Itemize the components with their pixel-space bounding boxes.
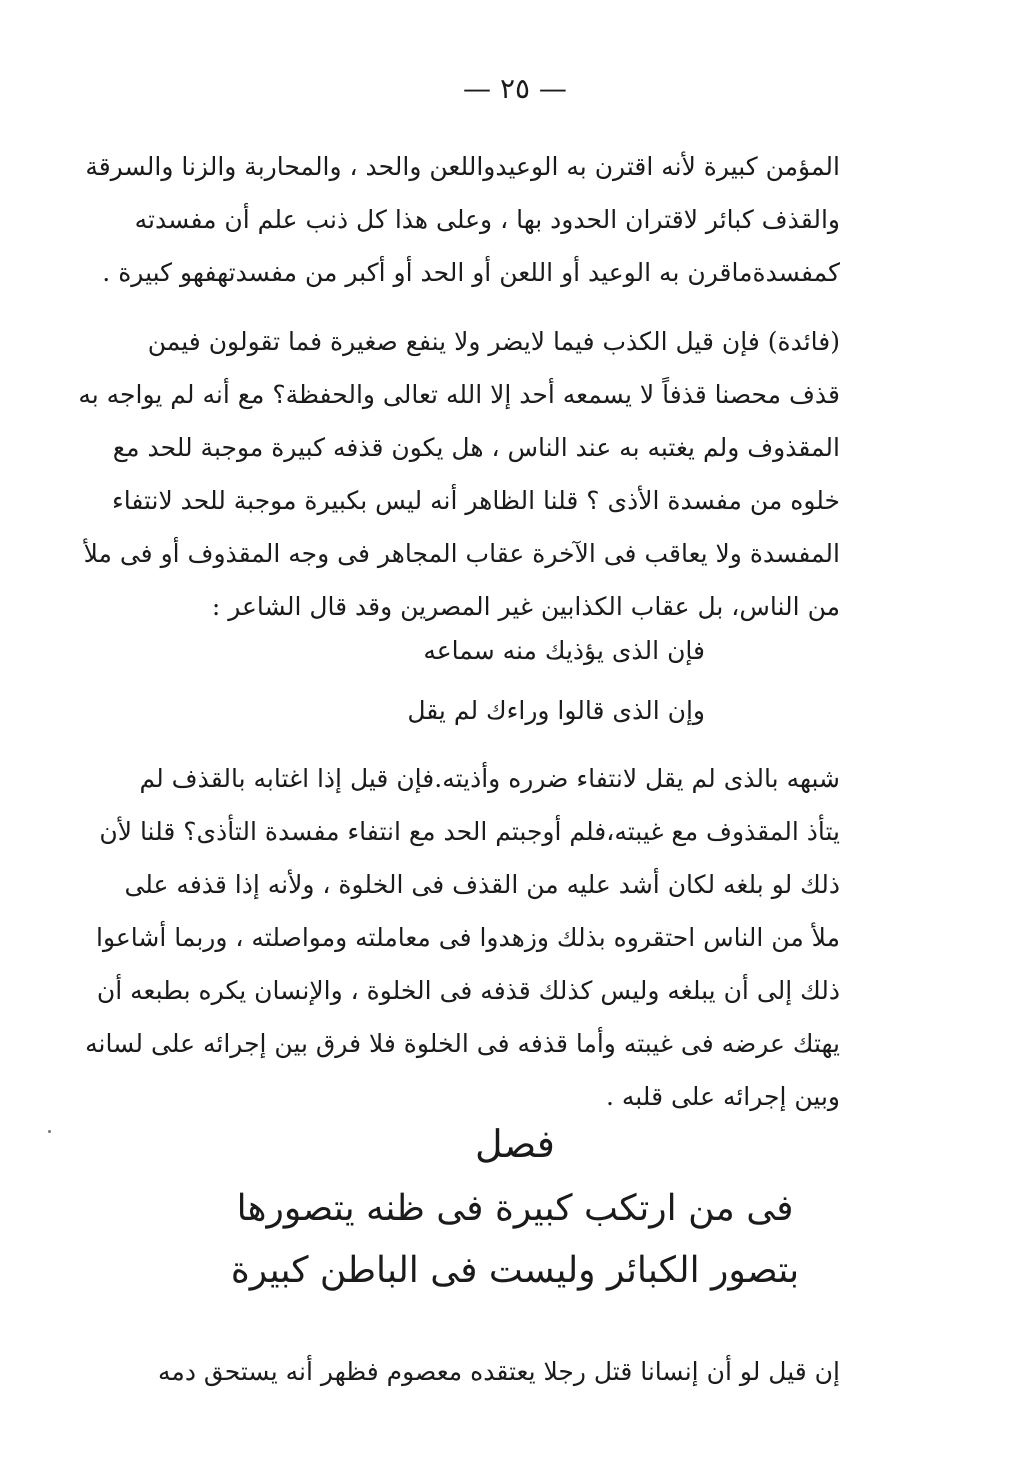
text-line: (فائدة) فإن قيل الكذب فيما لايضر ولا ينفع صغيرة فما تقولون فيمن (147, 327, 840, 356)
print-speck (48, 1130, 51, 1133)
text-line: إن قيل لو أن إنسانا قتل رجلا يعتقده معصوم فظهر أنه يستحق دمه (158, 1357, 840, 1386)
paragraph-1 (85, 140, 840, 299)
text-line: المقذوف ولم يغتبه به عند الناس ، هل يكون قذفه كبيرة موجبة للحد مع (112, 433, 840, 462)
text-line: يتأذ المقذوف مع غيبته،فلم أوجبتم الحد مع انتفاء مفسدة التأذى؟ قلنا لأن (99, 817, 840, 846)
paragraph-3 (85, 752, 840, 1123)
text-line: ذلك لو بلغه لكان أشد عليه من القذف فى الخلوة ، ولأنه إذا قذفه على (124, 870, 840, 899)
paragraph-2 (78, 315, 840, 633)
text-line: وبين إجرائه على قلبه . (605, 1082, 840, 1111)
verse-line-1: فإن الذى يؤذيك منه سماعه (423, 636, 705, 665)
verse-line-2: وإن الذى قالوا وراءك لم يقل (407, 696, 705, 725)
text-line: المؤمن كبيرة لأنه اقترن به الوعيدواللعن والحد ، والمحاربة والزنا والسرقة (85, 152, 840, 181)
text-line: من الناس، بل عقاب الكذابين غير المصرين وقد قال الشاعر : (211, 592, 840, 621)
section-heading: فصل (475, 1122, 555, 1166)
text-line: شبهه بالذى لم يقل لانتفاء ضرره وأذيته.فإن قيل إذا اغتابه بالقذف لم (139, 764, 840, 793)
text-line: كمفسدةماقرن به الوعيد أو اللعن أو الحد أو أكبر من مفسدتهفهو كبيرة . (102, 258, 840, 287)
text-line: المفسدة ولا يعاقب فى الآخرة عقاب المجاهر فى وجه المقذوف أو فى ملأ (83, 539, 840, 568)
paragraph-4 (112, 1345, 840, 1398)
text-line: خلوه من مفسدة الأذى ؟ قلنا الظاهر أنه ليس بكبيرة موجبة للحد لانتفاء (111, 486, 840, 515)
text-line: ذلك إلى أن يبلغه وليس كذلك قذفه فى الخلوة ، والإنسان يكره بطبعه أن (96, 976, 840, 1005)
text-line: والقذف كبائر لاقتران الحدود بها ، وعلى هذا كل ذنب علم أن مفسدته (134, 205, 840, 234)
text-line: يهتك عرضه فى غيبته وأما قذفه فى الخلوة فلا فرق بين إجرائه على لسانه (85, 1029, 840, 1058)
page-number: — ٢٥ — (463, 72, 567, 105)
text-line: ملأ من الناس احتقروه بذلك وزهدوا فى معاملته ومواصلته ، وربما أشاعوا (96, 923, 840, 952)
text-line: قذف محصنا قذفاً لا يسمعه أحد إلا الله تعالى والحفظة؟ مع أنه لم يواجه به (78, 380, 840, 409)
section-title-line-1: فى من ارتكب كبيرة فى ظنه يتصورها (236, 1188, 794, 1229)
section-title-line-2: بتصور الكبائر وليست فى الباطن كبيرة (230, 1250, 800, 1291)
